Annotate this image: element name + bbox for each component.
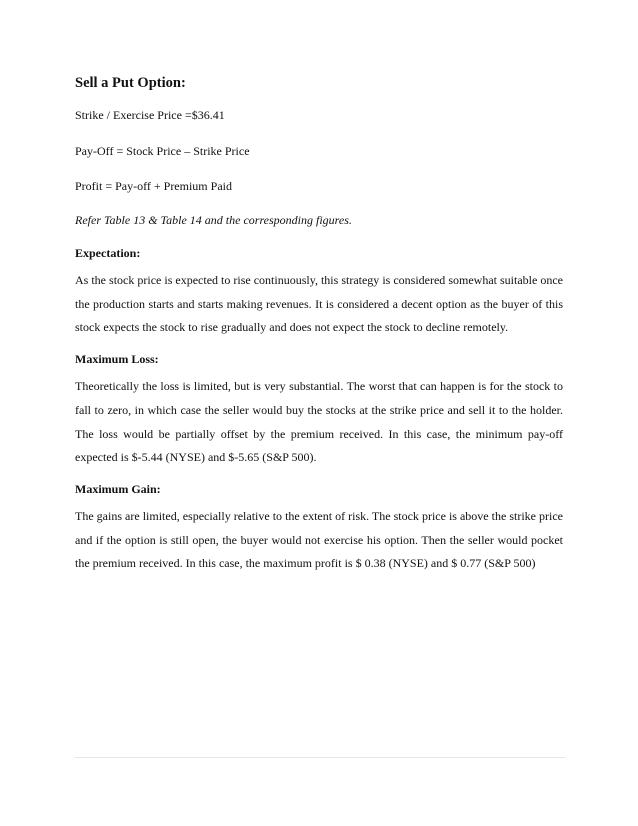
- spacer: [75, 261, 563, 269]
- strike-price-line: Strike / Exercise Price =$36.41: [75, 108, 225, 122]
- maximum-gain-paragraph: The gains are limited, especially relative to the extent of risk. The stock price is above the strike price and if the option is still open, the buyer would not exercise his option. Then the seller would pocket the premium received. In this case, the maximum profit is $ 0.38 (NYSE) and $ 0.77 (S&P 500): [75, 508, 563, 571]
- maximum-gain-heading: Maximum Gain:: [75, 481, 161, 496]
- spacer: [75, 470, 563, 481]
- profit-formula-line: Profit = Pay-off + Premium Paid: [75, 179, 232, 193]
- spacer: [75, 497, 563, 505]
- section-title: Sell a Put Option:: [75, 75, 186, 91]
- payoff-formula-line: Pay-Off = Stock Price – Strike Price: [75, 144, 250, 158]
- footer-divider: [75, 757, 565, 758]
- spacer: [75, 123, 563, 143]
- spacer: [75, 93, 563, 107]
- spacer: [75, 367, 563, 375]
- spacer: [75, 194, 563, 212]
- spacer: [75, 228, 563, 245]
- reference-note: Refer Table 13 & Table 14 and the corresponding figures.: [75, 213, 352, 227]
- expectation-paragraph: As the stock price is expected to rise continuously, this strategy is considered somewhat suitable once the production starts and starts making revenues. It is considered a decent option as the buyer of this stock expects the stock to rise gradually and does not expect the stock to decline remotely.: [75, 273, 563, 335]
- document-page: [75, 73, 563, 576]
- maximum-loss-heading: Maximum Loss:: [75, 352, 159, 367]
- spacer: [75, 159, 563, 178]
- spacer: [75, 340, 563, 351]
- maximum-loss-paragraph: Theoretically the loss is limited, but is very substantial. The worst that can happen is for the stock to fall to zero, in which case the seller would buy the stocks at the strike price and sell it to the holder. The loss would be partially offset by the premium received. In this case, the minimum pay-off expected is $-5.44 (NYSE) and $-5.65 (S&P 500).: [75, 379, 563, 465]
- expectation-heading: Expectation:: [75, 246, 141, 260]
